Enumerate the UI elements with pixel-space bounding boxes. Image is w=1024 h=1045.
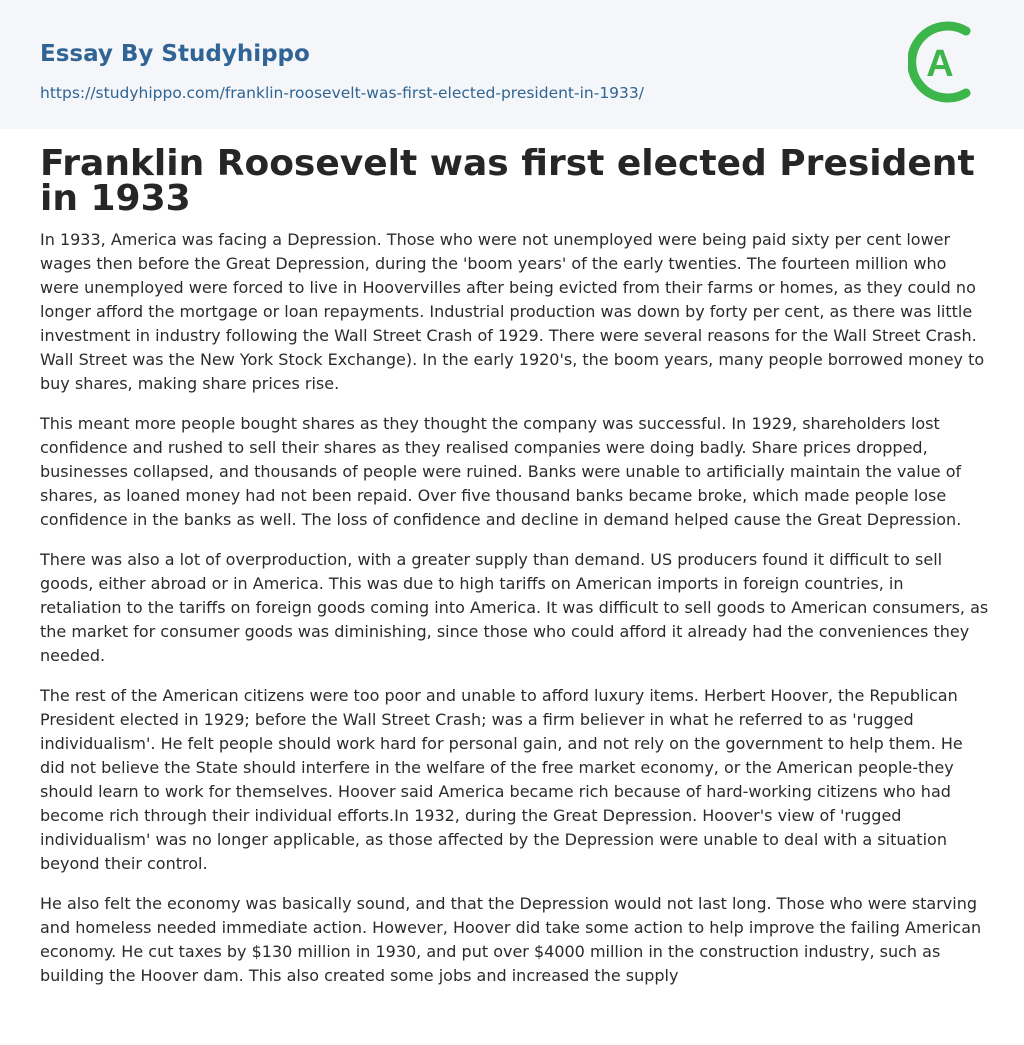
essay-paragraph: There was also a lot of overproduction, with a greater supply than demand. US producers found it difficult to sell goods, either abroad or in America. This was due to high tariffs on American imports in foreign countries, in retaliation to the tariffs on foreign goods coming into America. It was difficult to sell goods to American consumers, as the market for consumer goods was diminishing, since those who could afford it already had the conveniences they needed.	[40, 550, 989, 665]
essay-paragraph: He also felt the economy was basically sound, and that the Depression would not last long. Those who were starving and homeless needed immediate action. However, Hoover did take some action to help improve the failing American economy. He cut taxes by $130 million in 1930, and put over $4000 million in the construction industry, such as building the Hoover dam. This also created some jobs and increased the supply	[40, 894, 982, 985]
essay-body	[40, 228, 990, 1004]
essay-paragraph: In 1933, America was facing a Depression. Those who were not unemployed were being paid sixty per cent lower wages then before the Great Depression, during the 'boom years' of the early twenties. The fourteen million who were unemployed were forced to live in Hoovervilles after being evicted from their farms or homes, as they could no longer afford the mortgage or loan repayments. Industrial production was down by forty per cent, as there was little investment in industry following the Wall Street Crash of 1929. There were several reasons for the Wall Street Crash. Wall Street was the New York Stock Exchange). In the early 1920's, the boom years, many people borrowed money to buy shares, making share prices rise.	[40, 230, 985, 393]
essay-paragraph: The rest of the American citizens were too poor and unable to afford luxury items. Herbert Hoover, the Republican President elected in 1929; before the Wall Street Crash; was a firm believer in what he referred to as 'rugged individualism'. He felt people should work hard for personal gain, and not rely on the government to help them. He did not believe the State should interfere in the welfare of the free market economy, or the American people-they should learn to work for themselves. Hoover said America became rich because of hard-working citizens who had become rich through their individual efforts.In 1932, during the Great Depression. Hoover's view of 'rugged individualism' was no longer applicable, as those affected by the Depression were unable to deal with a situation beyond their control.	[40, 686, 963, 873]
essay-title: Franklin Roosevelt was first elected President in 1933	[40, 143, 975, 219]
site-header	[0, 0, 1024, 129]
logo-letter: A	[926, 43, 954, 85]
studyhippo-logo-icon[interactable]	[908, 18, 988, 106]
essay-paragraph: This meant more people bought shares as they thought the company was successful. In 1929, shareholders lost confidence and rushed to sell their shares as they realised companies were doing badly. Share prices dropped, businesses collapsed, and thousands of people were ruined. Banks were unable to artificially maintain the value of shares, as loaned money had not been repaid. Over five thousand banks became broke, which made people lose confidence in the banks as well. The loss of confidence and decline in demand helped cause the Great Depression.	[40, 414, 962, 529]
source-url-link[interactable]: https://studyhippo.com/franklin-roosevelt-was-first-elected-president-in-1933/	[40, 84, 644, 102]
brand-title: Essay By Studyhippo	[40, 41, 310, 67]
